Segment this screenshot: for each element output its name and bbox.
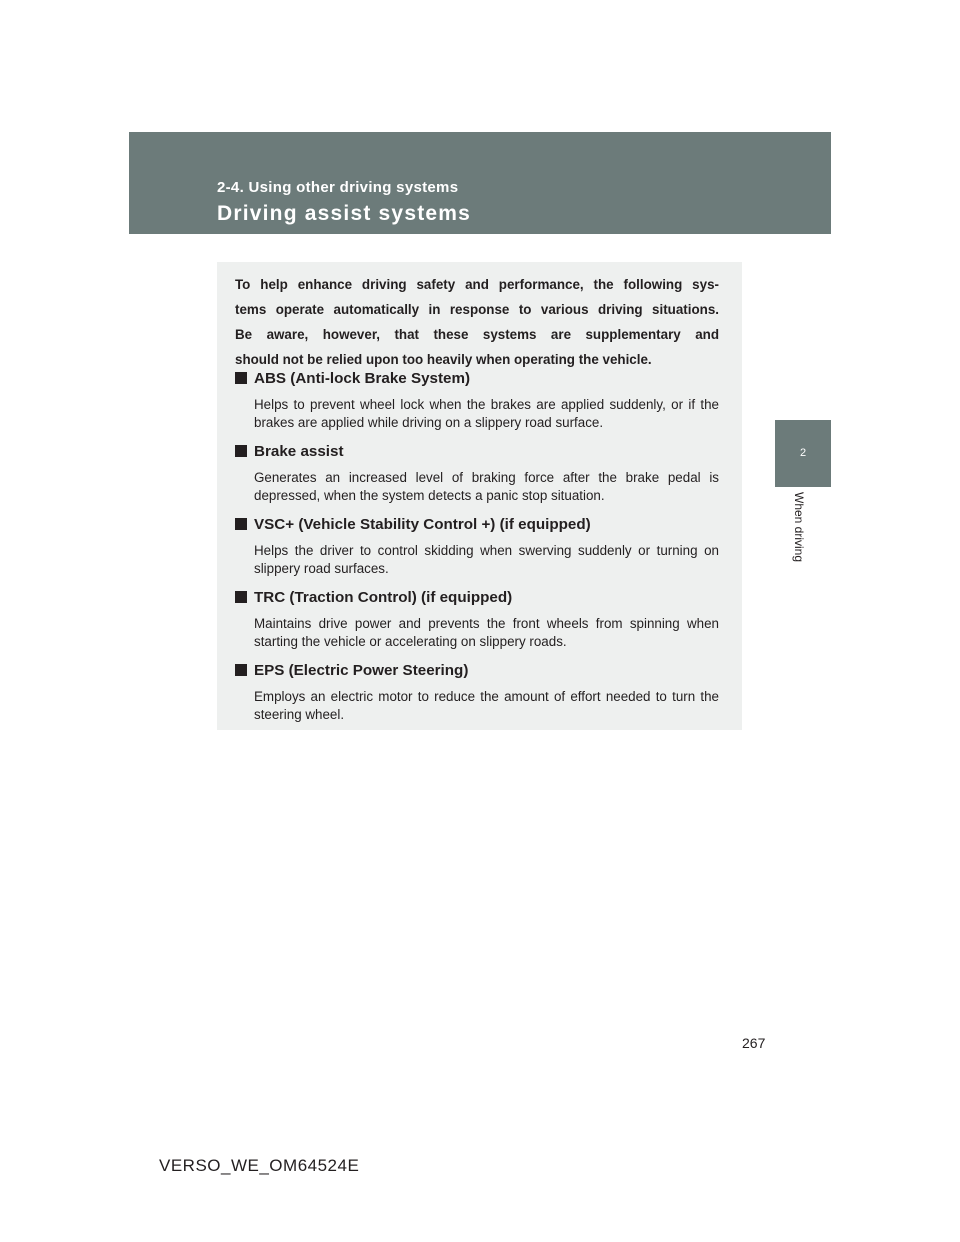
intro-paragraph (235, 272, 719, 372)
feature-heading (235, 658, 719, 682)
chapter-number: 2 (799, 447, 807, 459)
square-bullet-icon (235, 372, 247, 384)
feature-title: Brake assist (254, 442, 344, 460)
intro-line: tems operate automatically in response to various driving situations. (235, 302, 719, 317)
feature-heading (235, 439, 719, 463)
square-bullet-icon (235, 591, 247, 603)
feature-heading (235, 585, 719, 609)
feature-item (235, 585, 719, 650)
square-bullet-icon (235, 664, 247, 676)
feature-description: Helps to prevent wheel lock when the brakes are applied suddenly, or if the brakes are applied while driving on a slippery road surface. (254, 397, 719, 430)
page-title: Driving assist systems (217, 202, 472, 225)
feature-title: TRC (Traction Control) (if equipped) (254, 588, 513, 606)
intro-line: should not be relied upon too heavily when operating the vehicle. (235, 352, 652, 367)
section-title: 2-4. Using other driving systems (217, 179, 459, 196)
page-header (129, 132, 831, 234)
chapter-tab (775, 420, 831, 487)
feature-title: VSC+ (Vehicle Stability Control +) (if equipped) (254, 515, 591, 533)
feature-title: EPS (Electric Power Steering) (254, 661, 469, 679)
feature-description: Generates an increased level of braking force after the brake pedal is depressed, when the system detects a panic stop situation. (254, 470, 719, 503)
feature-heading (235, 366, 719, 390)
feature-heading (235, 512, 719, 536)
feature-item (235, 512, 719, 577)
intro-line: Be aware, however, that these systems are supplementary and (235, 327, 719, 342)
feature-description: Employs an electric motor to reduce the amount of effort needed to turn the steering wheel. (254, 689, 719, 722)
feature-description: Helps the driver to control skidding when swerving suddenly or turning on slippery road surfaces. (254, 543, 719, 576)
feature-item (235, 439, 719, 504)
feature-description: Maintains drive power and prevents the front wheels from spinning when starting the vehicle or accelerating on slippery roads. (254, 616, 719, 649)
intro-line: To help enhance driving safety and performance, the following sys- (235, 277, 719, 292)
feature-item (235, 658, 719, 723)
feature-title: ABS (Anti-lock Brake System) (254, 369, 471, 387)
chapter-label: When driving (792, 492, 806, 563)
square-bullet-icon (235, 445, 247, 457)
info-box (217, 262, 742, 730)
document-code: VERSO_WE_OM64524E (159, 1156, 360, 1175)
page-number: 267 (742, 1035, 766, 1051)
feature-list (235, 366, 719, 731)
square-bullet-icon (235, 518, 247, 530)
feature-item (235, 366, 719, 431)
